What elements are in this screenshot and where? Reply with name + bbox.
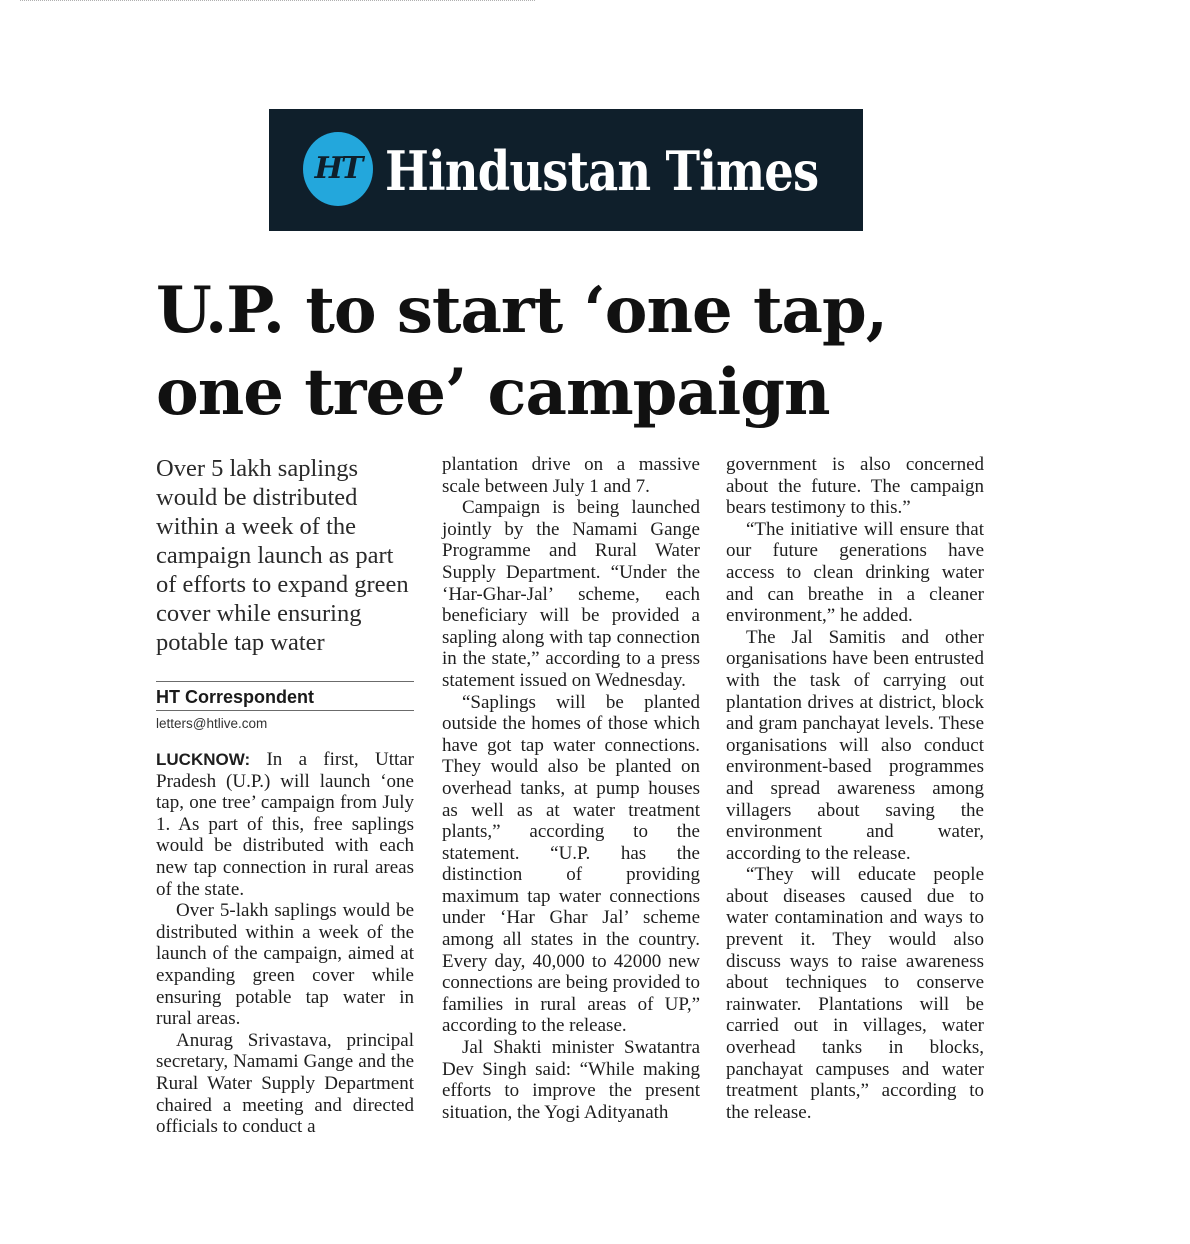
body-paragraph: “The initiative will ensure that our future generations have access to clean drinking water and can breathe in a cleaner environment,” he added. [726, 518, 984, 627]
byline-block [156, 681, 414, 737]
body-paragraph: “Saplings will be planted outside the homes of those which have got tap water connections. They would also be planted on overhead tanks, at pump houses as well as at water treatment plants,” according to the statement. “U.P. has the distinction of providing maximum tap water connections under ‘Har Ghar Jal’ scheme among all states in the country. Every day, 40,000 to 42000 new connections are being provided to families in rural areas of UP,” according to the release. [442, 691, 700, 1037]
article-column-2 [442, 454, 700, 1123]
body-paragraph [156, 749, 414, 900]
body-paragraph: The Jal Samitis and other organisations have been entrusted with the task of carrying out plantation drives at district, block and gram panchayat levels. These organisations will also conduct environment-based programmes and spread awareness among villagers about saving the environment and water, according to the release. [726, 626, 984, 864]
article-headline [156, 270, 916, 434]
article-column-3 [726, 454, 984, 1123]
body-paragraph: plantation drive on a massive scale between July 1 and 7. [442, 454, 700, 497]
body-paragraph: government is also concerned about the future. The campaign bears testimony to this.” [726, 454, 984, 519]
body-paragraph: Anurag Srivastava, principal secretary, Namami Gange and the Rural Water Supply Department chaired a meeting and directed officials to conduct a [156, 1029, 414, 1138]
masthead [269, 109, 863, 231]
dateline: LUCKNOW: [156, 750, 251, 769]
byline: HT Correspondent [156, 684, 414, 711]
headline-line-2: one tree’ campaign [156, 355, 830, 430]
author-email: letters@htlive.com [156, 716, 268, 731]
article-column-1 [156, 454, 414, 1138]
standfirst: Over 5 lakh saplings would be distributed within a week of the campaign launch as part of efforts to expand green cover while ensuring potable tap water [156, 455, 409, 656]
ht-logo-icon: HT [303, 132, 373, 206]
body-paragraph: Jal Shakti minister Swatantra Dev Singh said: “While making efforts to improve the present situation, the Yogi Adityanath [442, 1037, 700, 1123]
masthead-title: Hindustan Times [385, 139, 819, 203]
headline-line-1: U.P. to start ‘one tap, [156, 273, 888, 348]
top-dotted-rule [20, 0, 535, 3]
body-paragraph: “They will educate people about diseases caused due to water contamination and ways to prevent it. They would also discuss ways to raise awareness about techniques to conserve rainwater. Plantations will be carried out in villages, water overhead tanks in blocks, panchayat campuses and water treatment plants,” according to the release. [726, 864, 984, 1123]
body-paragraph: Over 5-lakh saplings would be distributed within a week of the launch of the campaign, aimed at expanding green cover while ensuring potable tap water in rural areas. [156, 900, 414, 1030]
body-text: In a first, Uttar Pradesh (U.P.) will launch ‘one tap, one tree’ campaign from July 1. As part of this, free saplings would be distributed with each new tap connection in rural areas of the state. [156, 749, 415, 900]
body-paragraph: Campaign is being launched jointly by the Namami Gange Programme and Rural Water Supply Department. “Under the ‘Har-Ghar-Jal’ scheme, each beneficiary will be provided a sapling along with tap connection in the state,” according to a press statement issued on Wednesday. [442, 497, 700, 691]
